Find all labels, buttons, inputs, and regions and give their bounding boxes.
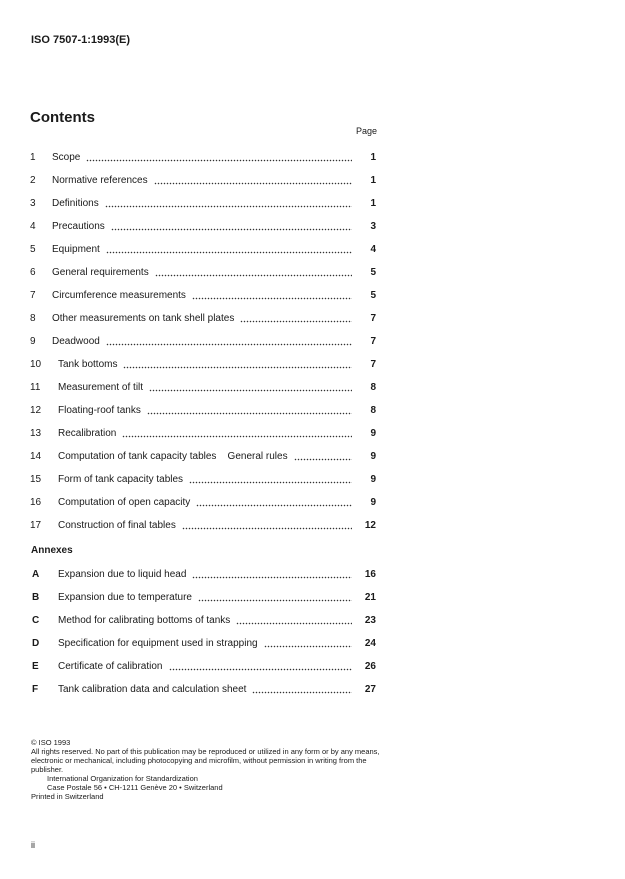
annex-label: Tank calibration data and calculation sheet bbox=[58, 684, 247, 695]
toc-label: Definitions bbox=[52, 198, 99, 209]
dot-leader bbox=[264, 639, 352, 649]
document-id: ISO 7507-1:1993(E) bbox=[31, 34, 131, 46]
toc-number: 8 bbox=[30, 313, 36, 324]
toc-entry[interactable] bbox=[30, 491, 376, 514]
toc-page: 9 bbox=[370, 451, 376, 462]
toc-page: 8 bbox=[370, 382, 376, 393]
toc-number: 15 bbox=[30, 474, 42, 485]
printed-in: Printed in Switzerland bbox=[31, 792, 104, 801]
toc-label: Scope bbox=[52, 152, 81, 163]
toc-label: Normative references bbox=[52, 175, 148, 186]
toc-page: 8 bbox=[370, 405, 376, 416]
toc-page: 1 bbox=[370, 175, 376, 186]
dot-leader bbox=[192, 291, 352, 301]
annex-label: Certificate of calibration bbox=[58, 661, 163, 672]
toc-number: 6 bbox=[30, 267, 36, 278]
dot-leader bbox=[111, 222, 352, 232]
toc-number: 10 bbox=[30, 359, 42, 370]
dot-leader bbox=[182, 521, 352, 531]
toc-number: 3 bbox=[30, 198, 36, 209]
dot-leader bbox=[236, 616, 352, 626]
annex-page: 21 bbox=[364, 592, 376, 603]
annex-label: Expansion due to liquid head bbox=[58, 569, 187, 580]
toc-page: 9 bbox=[370, 474, 376, 485]
copyright-line: © ISO 1993 bbox=[31, 738, 71, 747]
toc-entry[interactable] bbox=[30, 353, 376, 376]
annex-letter: F bbox=[32, 684, 39, 695]
toc-number: 11 bbox=[30, 382, 41, 393]
toc-number: 1 bbox=[30, 152, 36, 163]
toc-page: 4 bbox=[370, 244, 376, 255]
dot-leader bbox=[123, 360, 352, 370]
toc-page: 7 bbox=[370, 313, 376, 324]
toc-label: Other measurements on tank shell plates bbox=[52, 313, 235, 324]
toc-page: 1 bbox=[370, 152, 376, 163]
copyright-block bbox=[31, 738, 381, 801]
toc-entry[interactable] bbox=[30, 146, 376, 169]
toc-entry[interactable] bbox=[30, 284, 376, 307]
annex-label: Method for calibrating bottoms of tanks bbox=[58, 615, 231, 626]
toc-number: 4 bbox=[30, 221, 36, 232]
toc-label: General requirements bbox=[52, 267, 149, 278]
contents-title: Contents bbox=[30, 109, 95, 126]
toc-number: 13 bbox=[30, 428, 42, 439]
dot-leader bbox=[294, 452, 352, 462]
toc-label: Equipment bbox=[52, 244, 100, 255]
toc-page: 7 bbox=[370, 336, 376, 347]
toc-number: 2 bbox=[30, 175, 36, 186]
toc-entry[interactable] bbox=[30, 330, 376, 353]
annex-letter: C bbox=[32, 615, 40, 626]
toc-page: 3 bbox=[370, 221, 376, 232]
toc-entry[interactable] bbox=[30, 192, 376, 215]
annex-entry[interactable] bbox=[32, 586, 376, 609]
toc-label: Floating-roof tanks bbox=[58, 405, 141, 416]
organization-name: International Organization for Standardization bbox=[47, 774, 198, 783]
annex-label: Specification for equipment used in strapping bbox=[58, 638, 258, 649]
dot-leader bbox=[198, 593, 352, 603]
toc-label: Form of tank capacity tables bbox=[58, 474, 184, 485]
toc-page: 5 bbox=[370, 290, 376, 301]
toc-entry[interactable] bbox=[30, 468, 376, 491]
annex-letter: B bbox=[32, 592, 40, 603]
dot-leader bbox=[147, 406, 352, 416]
toc-page: 9 bbox=[370, 428, 376, 439]
toc-entry[interactable] bbox=[30, 261, 376, 284]
toc-number: 14 bbox=[30, 451, 42, 462]
dot-leader bbox=[240, 314, 352, 324]
page-column-label: Page bbox=[356, 126, 378, 136]
toc-entry[interactable] bbox=[30, 399, 376, 422]
toc-label: Computation of open capacity bbox=[58, 497, 191, 508]
toc-number: 5 bbox=[30, 244, 36, 255]
annex-entry[interactable] bbox=[32, 563, 376, 586]
toc-page: 1 bbox=[370, 198, 376, 209]
toc-number: 16 bbox=[30, 497, 42, 508]
annex-letter: A bbox=[32, 569, 40, 580]
annex-letter: D bbox=[32, 638, 40, 649]
toc-page: 7 bbox=[370, 359, 376, 370]
annex-page: 16 bbox=[364, 569, 376, 580]
annex-page: 27 bbox=[364, 684, 376, 695]
toc-page: 5 bbox=[370, 267, 376, 278]
dot-leader bbox=[106, 245, 352, 255]
annex-entry[interactable] bbox=[32, 609, 376, 632]
toc-number: 17 bbox=[30, 520, 42, 531]
toc-page: 9 bbox=[370, 497, 376, 508]
toc-entry[interactable] bbox=[30, 445, 376, 468]
toc-entry[interactable] bbox=[30, 376, 376, 399]
annex-entry[interactable] bbox=[32, 655, 376, 678]
toc-label: Computation of tank capacity tables General rules bbox=[58, 451, 288, 462]
toc-entry[interactable] bbox=[30, 169, 376, 192]
toc-label: Deadwood bbox=[52, 336, 100, 347]
dot-leader bbox=[252, 685, 352, 695]
toc-label: Recalibration bbox=[58, 428, 117, 439]
dot-leader bbox=[192, 570, 352, 580]
annex-page: 24 bbox=[364, 638, 376, 649]
dot-leader bbox=[106, 337, 352, 347]
annex-letter: E bbox=[32, 661, 39, 672]
toc-number: 7 bbox=[30, 290, 36, 301]
toc-page: 12 bbox=[364, 520, 376, 531]
dot-leader bbox=[105, 199, 352, 209]
dot-leader bbox=[149, 383, 352, 393]
annexes-list bbox=[32, 563, 376, 701]
rights-statement: All rights reserved. No part of this publication may be reproduced or utilized in any form or by any means, electronic or mechanical, including photocopying and microfilm, without permission in writing from the publisher. bbox=[31, 747, 380, 774]
annex-entry[interactable] bbox=[32, 678, 376, 701]
annex-page: 26 bbox=[364, 661, 376, 672]
dot-leader bbox=[86, 153, 352, 163]
organization-address: Case Postale 56 • CH-1211 Genève 20 • Switzerland bbox=[47, 783, 223, 792]
toc-entry[interactable] bbox=[30, 215, 376, 238]
toc-entry[interactable] bbox=[30, 422, 376, 445]
dot-leader bbox=[189, 475, 352, 485]
dot-leader bbox=[155, 268, 352, 278]
toc-label: Construction of final tables bbox=[58, 520, 176, 531]
toc-label: Circumference measurements bbox=[52, 290, 186, 301]
dot-leader bbox=[154, 176, 352, 186]
dot-leader bbox=[122, 429, 352, 439]
toc-label: Tank bottoms bbox=[58, 359, 118, 370]
contents-list bbox=[30, 146, 376, 537]
toc-label: Measurement of tilt bbox=[58, 382, 144, 393]
toc-label: Precautions bbox=[52, 221, 105, 232]
annex-page: 23 bbox=[364, 615, 376, 626]
toc-entry[interactable] bbox=[30, 514, 376, 537]
annex-label: Expansion due to temperature bbox=[58, 592, 192, 603]
dot-leader bbox=[196, 498, 352, 508]
dot-leader bbox=[169, 662, 353, 672]
toc-number: 9 bbox=[30, 336, 36, 347]
page-number: ii bbox=[31, 840, 35, 850]
toc-entry[interactable] bbox=[30, 238, 376, 261]
toc-number: 12 bbox=[30, 405, 42, 416]
annexes-heading: Annexes bbox=[31, 545, 73, 556]
toc-entry[interactable] bbox=[30, 307, 376, 330]
annex-entry[interactable] bbox=[32, 632, 376, 655]
